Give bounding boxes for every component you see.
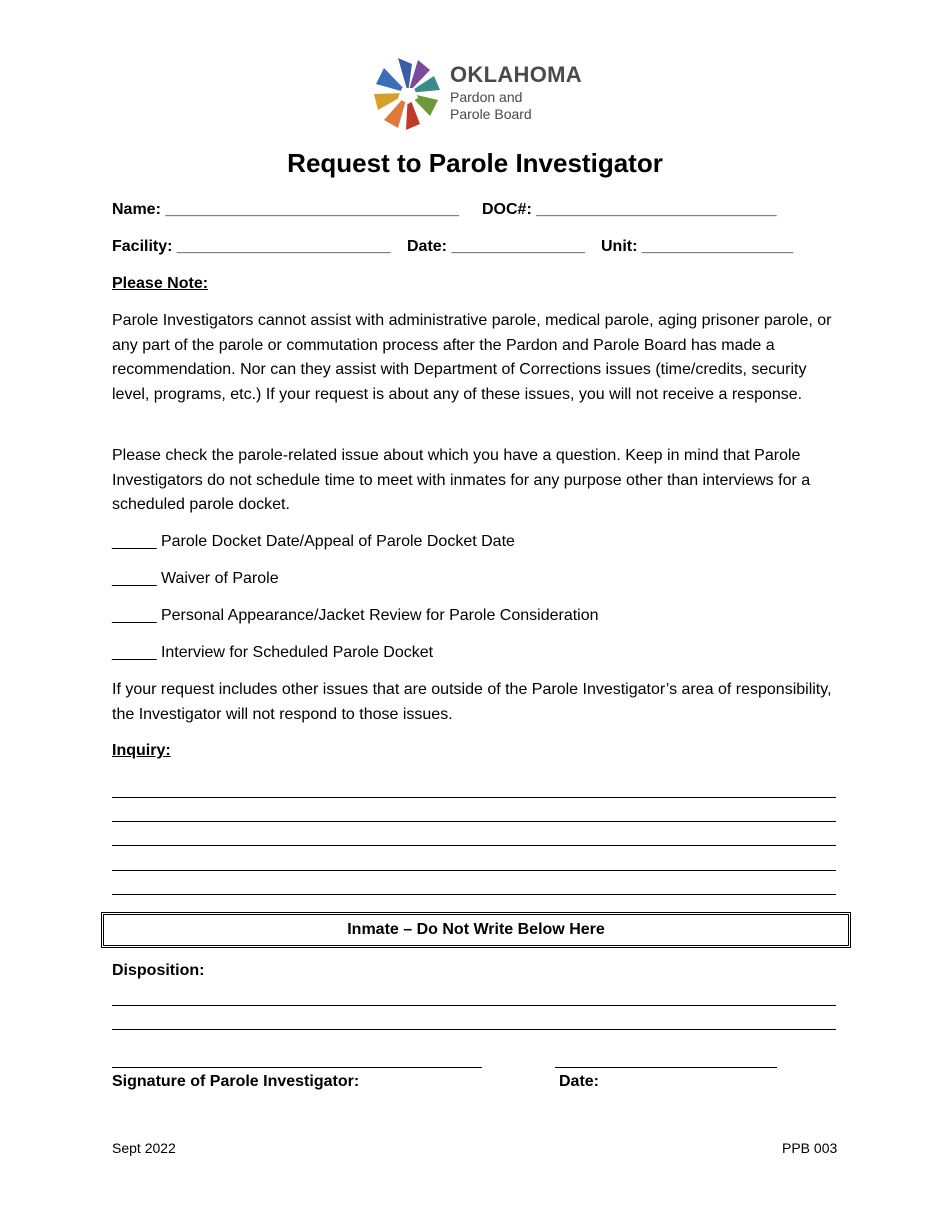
inquiry-line-1[interactable] <box>112 797 836 798</box>
facility-row <box>112 238 390 256</box>
footer-date: Sept 2022 <box>112 1140 176 1156</box>
disposition-line-2[interactable] <box>112 1029 836 1030</box>
checklist-item-docket-date[interactable]: _____ Parole Docket Date/Appeal of Parole Docket Date <box>112 533 515 550</box>
facility-field[interactable]: Facility: ________________________ <box>112 238 391 255</box>
footer-form-number: PPB 003 <box>782 1140 838 1156</box>
checklist-item-appearance[interactable]: _____ Personal Appearance/Jacket Review for Parole Consideration <box>112 607 599 624</box>
page-title: Request to Parole Investigator <box>287 148 663 178</box>
inquiry-line-3[interactable] <box>112 845 836 846</box>
disposition-label: Disposition: <box>112 962 205 979</box>
name-row <box>112 201 459 219</box>
please-note-paragraph-2: Please check the parole-related issue about which you have a question. Keep in mind that Parole Investigators do not schedule time to meet with inmates for any purpose other than interviews for a scheduled parole docket. <box>112 447 811 513</box>
signature-line[interactable] <box>112 1067 482 1068</box>
doc-row <box>482 201 776 219</box>
disposition-line-1[interactable] <box>112 1005 836 1006</box>
do-not-write-box: Inmate – Do Not Write Below Here <box>101 912 851 948</box>
signature-date-line[interactable] <box>555 1067 777 1068</box>
star-logo-icon <box>372 54 444 132</box>
logo-subtitle-2: Parole Board <box>450 106 532 122</box>
inquiry-line-4[interactable] <box>112 870 836 871</box>
date-row <box>407 238 585 256</box>
unit-field[interactable]: Unit: _________________ <box>601 238 794 255</box>
signature-date-label: Date: <box>559 1073 600 1090</box>
inquiry-heading: Inquiry: <box>112 742 171 759</box>
inquiry-line-2[interactable] <box>112 821 836 822</box>
logo-subtitle-1: Pardon and <box>450 89 523 105</box>
logo-title: OKLAHOMA <box>450 62 582 87</box>
ppb-logo <box>372 54 582 132</box>
name-field[interactable]: Name: _________________________________ <box>112 201 459 218</box>
doc-field[interactable]: DOC#: ___________________________ <box>482 201 777 218</box>
please-note-heading: Please Note: <box>112 275 209 292</box>
signature-label: Signature of Parole Investigator: <box>112 1073 360 1090</box>
date-field[interactable]: Date: _______________ <box>407 238 585 255</box>
inquiry-line-5[interactable] <box>112 894 836 895</box>
please-note-paragraph-1: Parole Investigators cannot assist with administrative parole, medical parole, aging prisoner parole, or any part of the parole or commutation process after the Pardon and Parole Board has made a recommendation. Nor can they assist with Department of Corrections issues (time/credits, security level, programs, etc.) If your request is about any of these issues, you will not receive a response. <box>112 312 832 403</box>
checklist-item-interview[interactable]: _____ Interview for Scheduled Parole Docket <box>112 644 434 661</box>
checklist-item-waiver[interactable]: _____ Waiver of Parole <box>112 570 279 587</box>
outside-issues-note: If your request includes other issues that are outside of the Parole Investigator’s area of responsibility, the Investigator will not respond to those issues. <box>112 681 832 723</box>
unit-row <box>601 238 793 256</box>
